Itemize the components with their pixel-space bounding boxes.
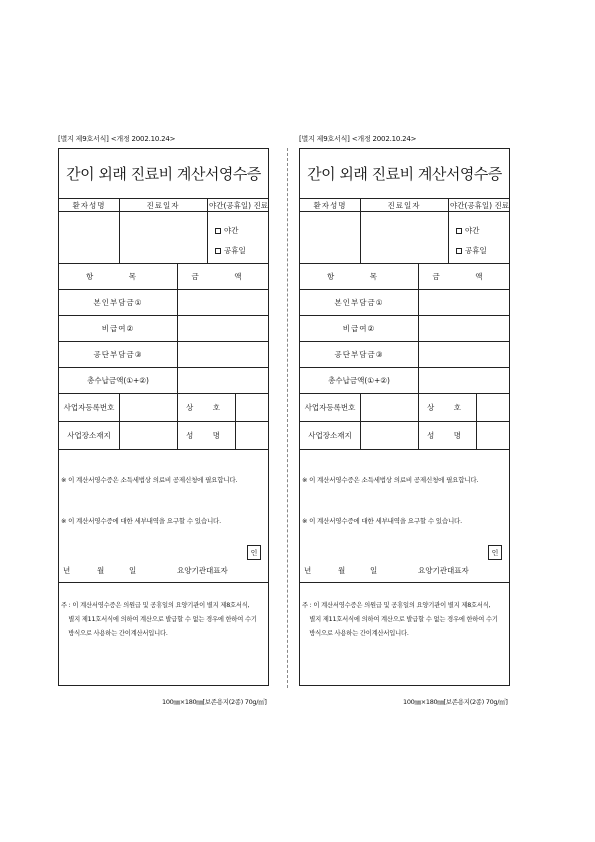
form-header: [별지 제9호서식] <개정 2002.10.24> <box>58 135 176 143</box>
option-holiday-label: 공휴일 <box>465 246 487 255</box>
row-insurer-pay: 공단부담금③ <box>334 349 384 359</box>
patient-name-field[interactable] <box>59 211 119 263</box>
receipt-sheet <box>299 148 510 686</box>
row-self-pay: 본인부담금① <box>334 297 384 307</box>
row-non-covered: 비급여② <box>342 323 376 333</box>
receipt-sheet <box>58 148 269 686</box>
label-business-address: 사업장소재지 <box>308 430 352 440</box>
seal-box: 인 <box>488 545 502 560</box>
seal-box: 인 <box>247 545 261 560</box>
checkbox-icon[interactable] <box>456 248 462 254</box>
col-amount: 금 액 <box>191 271 256 281</box>
cut-line <box>287 148 288 688</box>
date-month: 월 <box>338 566 346 575</box>
option-holiday[interactable] <box>456 245 487 256</box>
option-night-label: 야간 <box>465 226 480 235</box>
form-title: 간이 외래 진료비 계산서영수증 <box>300 149 509 199</box>
label-business-address: 사업장소재지 <box>67 430 111 440</box>
col-visit-date: 진료일자 <box>146 200 180 210</box>
note-tax-deduction: ※ 이 계산서영수증은 소득세법상 의료비 공제신청에 필요합니다. <box>61 476 238 484</box>
fine-print: 주 : 이 계산서영수증은 의원급 및 공휴일의 요양기관이 별지 제8호서식, 별지 제11호서식에 의하여 계산으로 발급할 수 없는 경우에 한하여 수기 방식으로 사용하는 간이계산서입니다. <box>302 602 498 637</box>
row-self-pay: 본인부담금① <box>93 297 143 307</box>
col-item: 항 목 <box>86 271 150 281</box>
paper-spec: 100㎜×180㎜[보존용지(2종) 70g/㎡] <box>162 698 267 706</box>
option-holiday-label: 공휴일 <box>224 246 246 255</box>
col-night-holiday: 야간(공휴일) 진료 <box>209 200 268 210</box>
date-day: 일 <box>370 566 378 575</box>
note-detail-request: ※ 이 계산서영수증에 대한 세부내역을 요구할 수 있습니다. <box>61 517 221 525</box>
col-amount: 금 액 <box>432 271 497 281</box>
checkbox-icon[interactable] <box>456 228 462 234</box>
date-month: 월 <box>97 566 105 575</box>
form-header: [별지 제9호서식] <개정 2002.10.24> <box>299 135 417 143</box>
label-representative-name: 성 명 <box>186 430 226 440</box>
col-night-holiday: 야간(공휴일) 진료 <box>450 200 509 210</box>
option-night-label: 야간 <box>224 226 239 235</box>
option-night[interactable] <box>215 225 239 236</box>
row-total-paid: 총수납금액(①+②) <box>87 375 149 385</box>
patient-name-field[interactable] <box>300 211 360 263</box>
note-detail-request: ※ 이 계산서영수증에 대한 세부내역을 요구할 수 있습니다. <box>302 517 462 525</box>
label-business-number: 사업자등록번호 <box>304 402 356 412</box>
row-total-paid: 총수납금액(①+②) <box>328 375 390 385</box>
visit-date-field[interactable] <box>119 211 207 263</box>
label-trade-name: 상 호 <box>427 402 467 412</box>
col-patient-name: 환자성명 <box>313 200 347 210</box>
label-trade-name: 상 호 <box>186 402 226 412</box>
date-year: 년 <box>63 566 71 575</box>
fine-print: 주 : 이 계산서영수증은 의원급 및 공휴일의 요양기관이 별지 제8호서식, 별지 제11호서식에 의하여 계산으로 발급할 수 없는 경우에 한하여 수기 방식으로 사용하는 간이계산서입니다. <box>61 602 257 637</box>
col-patient-name: 환자성명 <box>72 200 106 210</box>
checkbox-icon[interactable] <box>215 248 221 254</box>
option-holiday[interactable] <box>215 245 246 256</box>
col-visit-date: 진료일자 <box>387 200 421 210</box>
paper-spec: 100㎜×180㎜[보존용지(2종) 70g/㎡] <box>403 698 508 706</box>
note-tax-deduction: ※ 이 계산서영수증은 소득세법상 의료비 공제신청에 필요합니다. <box>302 476 479 484</box>
row-non-covered: 비급여② <box>101 323 135 333</box>
col-item: 항 목 <box>327 271 391 281</box>
form-title: 간이 외래 진료비 계산서영수증 <box>59 149 268 199</box>
institution-representative: 요양기관대표자 <box>177 566 228 575</box>
label-representative-name: 성 명 <box>427 430 467 440</box>
date-day: 일 <box>129 566 137 575</box>
checkbox-icon[interactable] <box>215 228 221 234</box>
row-insurer-pay: 공단부담금③ <box>93 349 143 359</box>
visit-date-field[interactable] <box>360 211 448 263</box>
institution-representative: 요양기관대표자 <box>418 566 469 575</box>
option-night[interactable] <box>456 225 480 236</box>
label-business-number: 사업자등록번호 <box>63 402 115 412</box>
date-year: 년 <box>304 566 312 575</box>
